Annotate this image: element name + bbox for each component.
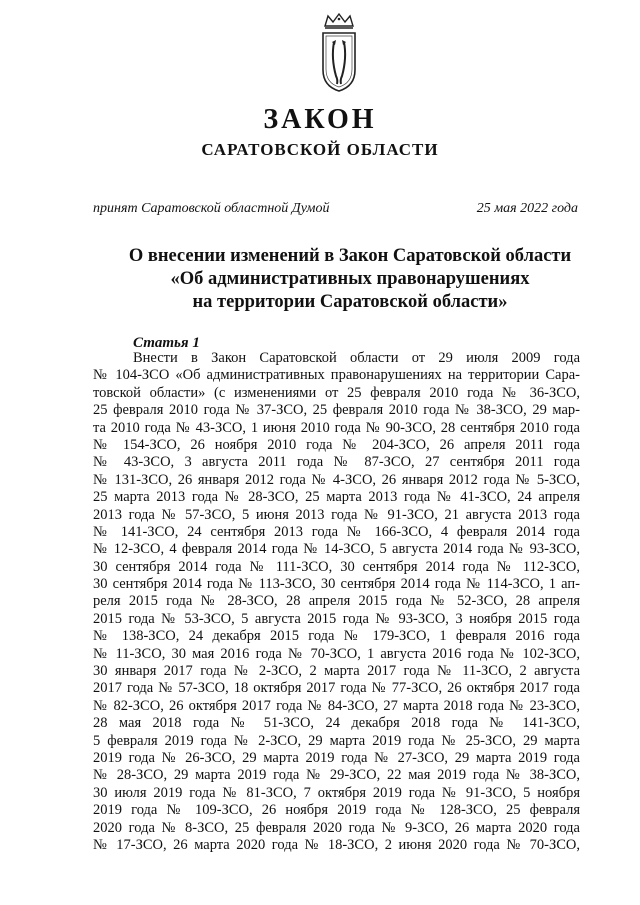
body-line: 2013 года № 57-ЗСО, 5 июня 2013 года № 91-ЗСО, 21 августа 2013 года (93, 506, 580, 523)
document-title-line: О внесении изменений в Закон Саратовской области (128, 246, 572, 266)
body-line: № 138-ЗСО, 24 декабря 2015 года № 179-ЗСО, 1 февраля 2016 года (93, 628, 580, 645)
body-line: 2019 года № 26-ЗСО, 29 марта 2019 года № 27-ЗСО, 29 марта 2019 года (93, 749, 580, 766)
article-body (93, 350, 580, 854)
body-line: № 141-ЗСО, 24 сентября 2013 года № 166-ЗСО, 4 февраля 2014 года (93, 523, 580, 540)
law-title: ЗАКОН (263, 104, 377, 135)
body-line: № 104-ЗСО «Об административных правонарушениях на территории Сара- (93, 367, 580, 384)
body-line: 30 сентября 2014 года № 111-ЗСО, 30 сентября 2014 года № 112-ЗСО, (93, 558, 580, 575)
body-line: 2020 года № 8-ЗСО, 25 февраля 2020 года № 9-ЗСО, 26 марта 2020 года (93, 819, 580, 836)
body-line: 30 июля 2019 года № 81-ЗСО, 7 октября 2019 года № 91-ЗСО, 5 ноября (93, 784, 580, 801)
body-line: 30 сентября 2014 года № 113-ЗСО, 30 сентября 2014 года № 114-ЗСО, 1 ап- (93, 576, 580, 593)
body-line: № 154-ЗСО, 26 ноября 2010 года № 204-ЗСО, 26 апреля 2011 года (93, 436, 580, 453)
body-line: № 12-ЗСО, 4 февраля 2014 года № 14-ЗСО, 5 августа 2014 года № 93-ЗСО, (93, 541, 580, 558)
document-title (60, 245, 640, 314)
body-line: 28 мая 2018 года № 51-ЗСО, 24 декабря 2018 года № 141-ЗСО, (93, 715, 580, 732)
body-line: 2019 года № 109-ЗСО, 26 ноября 2019 года № 128-ЗСО, 25 февраля (93, 802, 580, 819)
article-heading: Статья 1 (133, 335, 200, 351)
body-line: 2015 года № 53-ЗСО, 5 августа 2015 года № 93-ЗСО, 3 ноября 2015 года (93, 610, 580, 627)
body-line: 25 февраля 2010 года № 37-ЗСО, 25 февраля 2010 года № 38-ЗСО, 29 мар- (93, 402, 580, 419)
body-line: 5 февраля 2019 года № 2-ЗСО, 29 марта 2019 года № 25-ЗСО, 29 марта (93, 732, 580, 749)
body-line: реля 2015 года № 28-ЗСО, 28 апреля 2015 года № 52-ЗСО, 28 апреля (93, 593, 580, 610)
body-line: № 11-ЗСО, 30 мая 2016 года № 70-ЗСО, 1 августа 2016 года № 102-ЗСО, (93, 645, 580, 662)
body-line: № 43-ЗСО, 3 августа 2011 года № 87-ЗСО, 27 сентября 2011 года (93, 454, 580, 471)
body-line: 25 марта 2013 года № 28-ЗСО, 25 марта 2013 года № 41-ЗСО, 24 апреля (93, 489, 580, 506)
law-region: САРАТОВСКОЙ ОБЛАСТИ (201, 140, 439, 159)
body-line: № 17-ЗСО, 26 марта 2020 года № 18-ЗСО, 2 июня 2020 года № 70-ЗСО, (93, 836, 580, 853)
document-title-line: «Об административных правонарушениях (170, 269, 530, 289)
adopted-by: принят Саратовской областной Думой (93, 201, 330, 216)
body-line: товской области» (с изменениями от 25 февраля 2010 года № 36-ЗСО, (93, 384, 580, 401)
body-line: № 131-ЗСО, 26 января 2012 года № 4-ЗСО, 26 января 2012 года № 5-ЗСО, (93, 471, 580, 488)
body-line: Внести в Закон Саратовской области от 29 июля 2009 года (133, 350, 580, 366)
body-line: 30 января 2017 года № 2-ЗСО, 2 марта 2017 года № 11-ЗСО, 2 августа (93, 663, 580, 680)
coat-of-arms-icon (317, 12, 361, 94)
body-line: № 28-ЗСО, 29 марта 2019 года № 29-ЗСО, 22 мая 2019 года № 38-ЗСО, (93, 767, 580, 784)
document-title-line: на территории Саратовской области» (192, 292, 508, 312)
body-line: 2017 года № 57-ЗСО, 18 октября 2017 года № 77-ЗСО, 26 октября 2017 года (93, 680, 580, 697)
body-line: та 2010 года № 43-ЗСО, 1 июня 2010 года № 90-ЗСО, 28 сентября 2010 года (93, 419, 580, 436)
body-line: № 82-ЗСО, 26 октября 2017 года № 84-ЗСО, 27 марта 2018 года № 23-ЗСО, (93, 697, 580, 714)
adoption-date: 25 мая 2022 года (476, 201, 578, 216)
